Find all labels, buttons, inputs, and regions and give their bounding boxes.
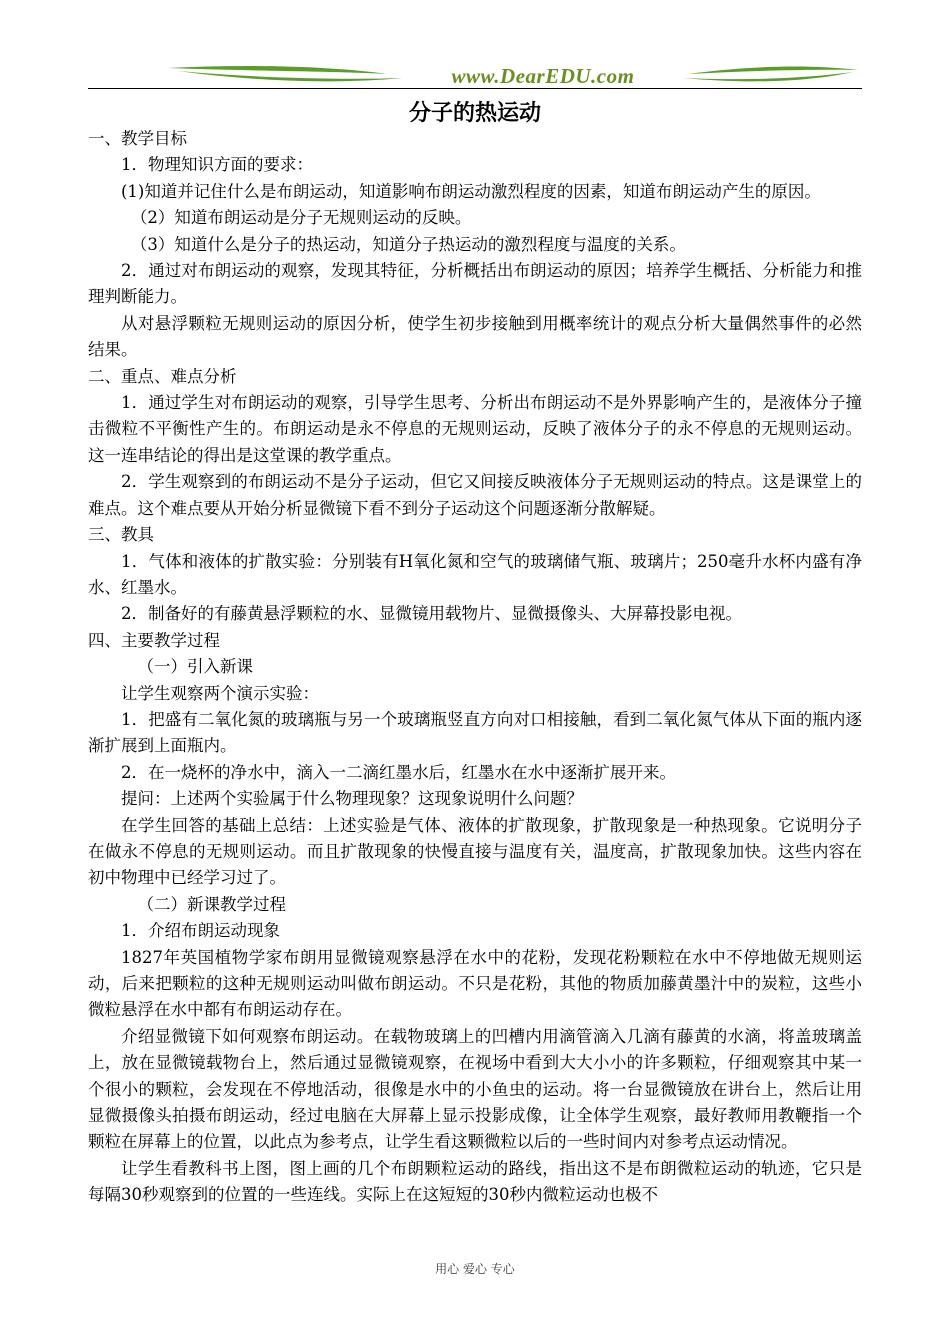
paragraph: 2．在一烧杯的净水中，滴入一二滴红墨水后，红墨水在水中逐渐扩展开来。 xyxy=(121,762,676,782)
paragraph: （一）引入新课 xyxy=(137,657,253,677)
paragraph: 1．物理知识方面的要求： xyxy=(121,155,313,175)
section-heading: 三、教具 xyxy=(88,525,154,545)
paragraph: 1．气体和液体的扩散实验：分别装有H氧化氮和空气的玻璃储气瓶、玻璃片；250毫升水杯内盛有净水、红墨水。 xyxy=(88,551,862,597)
paragraph: 提问：上述两个实验属于什么物理现象？这现象说明什么问题？ xyxy=(121,789,583,809)
paragraph: 1．介绍布朗运动现象 xyxy=(121,921,280,941)
paragraph: 从对悬浮颗粒无规则运动的原因分析，使学生初步接触到用概率统计的观点分析大量偶然事件的必然结果。 xyxy=(88,313,862,360)
paragraph: 2．学生观察到的布朗运动不是分子运动，但它又间接反映液体分子无规则运动的特点。这是课堂上的难点。这个难点要从开始分析显微镜下看不到分子运动这个问题逐渐分散解疑。 xyxy=(88,472,862,518)
paragraph: 1．通过学生对布朗运动的观察，引导学生思考、分析出布朗运动不是外界影响产生的，是液体分子撞击微粒不平衡性产生的。布朗运动是永不停息的无规则运动，反映了液体分子的永不停息的无规则运动。这一连串结论的得出是这堂课的教学重点。 xyxy=(88,393,862,465)
paragraph: 让学生观察两个演示实验： xyxy=(121,683,319,703)
paragraph: 1827年英国植物学家布朗用显微镜观察悬浮在水中的花粉，发现花粉颗粒在水中不停地做无规则运动，后来把颗粒的这种无规则运动叫做布朗运动。不只是花粉，其他的物质加藤黄墨汁中的炭粒，这些小微粒悬浮在水中都有布朗运动存在。 xyxy=(88,947,862,1020)
section-heading: 二、重点、难点分析 xyxy=(88,366,237,386)
paragraph: 让学生看教科书上图，图上画的几个布朗颗粒运动的路线，指出这不是布朗微粒运动的轨迹，它只是每隔30秒观察到的位置的一些连线。实际上在这短短的30秒内微粒运动也极不 xyxy=(88,1158,862,1205)
paragraph: （二）新课教学过程 xyxy=(137,894,286,914)
paragraph: 介绍显微镜下如何观察布朗运动。在载物玻璃上的凹槽内用滴管滴入几滴有藤黄的水滴，将盖玻璃盖上，放在显微镜载物台上，然后通过显微镜观察，在视场中看到大大小小的许多颗粒，仔细观察其中某一个很小的颗粒，会发现在不停地活动，很像是水中的小鱼虫的运动。将一台显微镜放在讲台上，然后让用显微摄像头拍摄布朗运动，经过电脑在大屏幕上显示投影成像，让全体学生观察，最好教师用教鞭指一个颗粒在屏幕上的位置，以此点为参考点，让学生看这颗微粒以后的一些时间内对参考点运动情况。 xyxy=(88,1026,862,1152)
paragraph: 1．把盛有二氧化氮的玻璃瓶与另一个玻璃瓶竖直方向对口相接触，看到二氧化氮气体从下面的瓶内逐渐扩展到上面瓶内。 xyxy=(88,709,862,756)
footer-text: 用心 爱心 专心 xyxy=(435,1262,515,1276)
section-heading: 四、主要教学过程 xyxy=(88,630,220,650)
document-body xyxy=(88,126,862,1209)
header-rule xyxy=(88,88,862,89)
site-url: www.DearEDU.com xyxy=(451,64,635,88)
section-heading: 一、教学目标 xyxy=(88,129,187,148)
paragraph: 2．制备好的有藤黄悬浮颗粒的水、显微镜用载物片、显微摄像头、大屏幕投影电视。 xyxy=(121,604,742,624)
paragraph: (1)知道并记住什么是布朗运动，知道影响布朗运动激烈程度的因素，知道布朗运动产生的原因。 xyxy=(121,181,821,201)
document-title: 分子的热运动 xyxy=(408,101,541,126)
paragraph: （3）知道什么是分子的热运动，知道分子热运动的激烈程度与温度的关系。 xyxy=(130,234,686,254)
paragraph: （2）知道布朗运动是分子无规则运动的反映。 xyxy=(130,208,472,228)
paragraph: 2．通过对布朗运动的观察，发现其特征，分析概括出布朗运动的原因；培养学生概括、分析能力和推理判断能力。 xyxy=(88,261,862,307)
paragraph: 在学生回答的基础上总结：上述实验是气体、液体的扩散现象，扩散现象是一种热现象。它说明分子在做永不停息的无规则运动。而且扩散现象的快慢直接与温度有关，温度高，扩散现象加快。这些内容在初中物理中已经学习过了。 xyxy=(88,815,862,888)
